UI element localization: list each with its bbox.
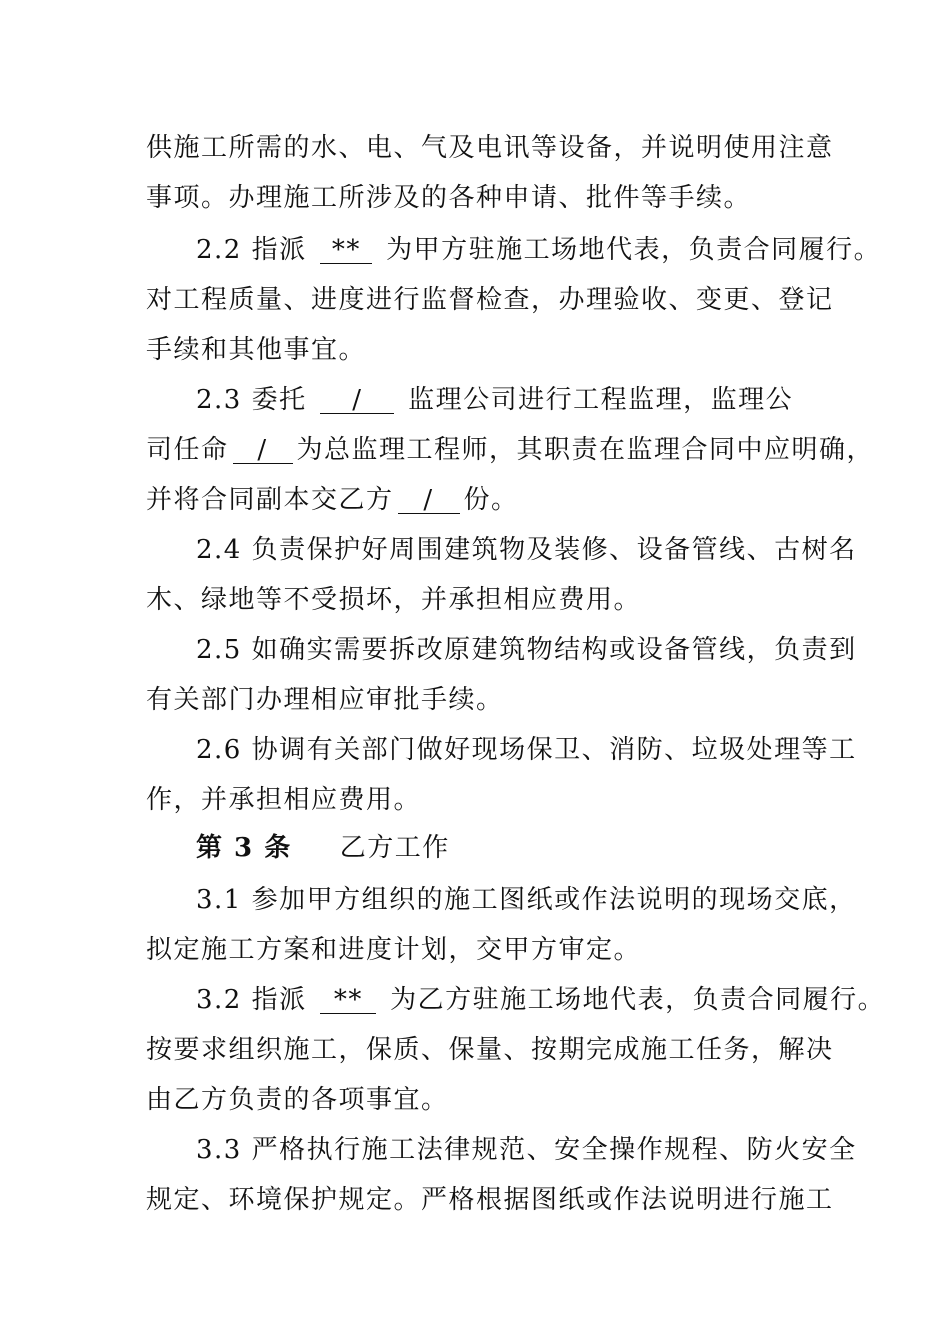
clause-2-5: 2.5 如确实需要拆改原建筑物结构或设备管线，负责到 bbox=[196, 635, 857, 665]
section-label: 第 3 条 bbox=[196, 833, 292, 863]
text-line: 规定、环境保护规定。严格根据图纸或作法说明进行施工 bbox=[146, 1185, 834, 1215]
clause-3-1: 3.1 参加甲方组织的施工图纸或作法说明的现场交底， bbox=[196, 885, 857, 915]
clause-number: 2.2 指派 bbox=[196, 235, 307, 265]
text-line: 木、绿地等不受损坏，并承担相应费用。 bbox=[146, 585, 642, 615]
text-line: 手续和其他事宜。 bbox=[146, 335, 367, 365]
text-line: 由乙方负责的各项事宜。 bbox=[146, 1085, 449, 1115]
clause-number: 3.2 指派 bbox=[196, 985, 307, 1015]
text-segment: 为总监理工程师，其职责在监理合同中应明确， bbox=[296, 435, 875, 465]
clause-3-3: 3.3 严格执行施工法律规范、安全操作规程、防火安全 bbox=[196, 1135, 857, 1165]
text-line: 作，并承担相应费用。 bbox=[146, 785, 422, 815]
clause-text: 监理公司进行工程监理，监理公 bbox=[408, 385, 794, 415]
text-segment: 司任命 bbox=[146, 435, 229, 465]
blank-field: / bbox=[398, 487, 460, 514]
clause-2-2 bbox=[196, 233, 881, 267]
text-line: 对工程质量、进度进行监督检查，办理验收、变更、登记 bbox=[146, 285, 834, 315]
blank-field: ** bbox=[320, 987, 376, 1014]
section-title: 乙方工作 bbox=[339, 833, 450, 863]
text-line: 供施工所需的水、电、气及电讯等设备，并说明使用注意 bbox=[146, 133, 834, 163]
text-line bbox=[146, 433, 874, 467]
clause-number: 2.3 委托 bbox=[196, 385, 307, 415]
clause-2-3 bbox=[196, 383, 793, 417]
clause-3-2 bbox=[196, 983, 885, 1017]
clause-text: 为甲方驻施工场地代表，负责合同履行。 bbox=[386, 235, 882, 265]
text-line bbox=[146, 483, 519, 517]
section-heading bbox=[196, 831, 450, 865]
text-segment: 份。 bbox=[463, 485, 519, 515]
blank-field: / bbox=[320, 387, 394, 414]
clause-2-6: 2.6 协调有关部门做好现场保卫、消防、垃圾处理等工 bbox=[196, 735, 857, 765]
text-line: 按要求组织施工，保质、保量、按期完成施工任务，解决 bbox=[146, 1035, 834, 1065]
text-segment: 并将合同副本交乙方 bbox=[146, 485, 394, 515]
text-line: 拟定施工方案和进度计划，交甲方审定。 bbox=[146, 935, 642, 965]
clause-text: 为乙方驻施工场地代表，负责合同履行。 bbox=[390, 985, 886, 1015]
blank-field: / bbox=[233, 437, 293, 464]
text-line: 有关部门办理相应审批手续。 bbox=[146, 685, 504, 715]
blank-field: ** bbox=[320, 237, 372, 264]
clause-2-4: 2.4 负责保护好周围建筑物及装修、设备管线、古树名 bbox=[196, 535, 857, 565]
text-line: 事项。办理施工所涉及的各种申请、批件等手续。 bbox=[146, 183, 752, 213]
